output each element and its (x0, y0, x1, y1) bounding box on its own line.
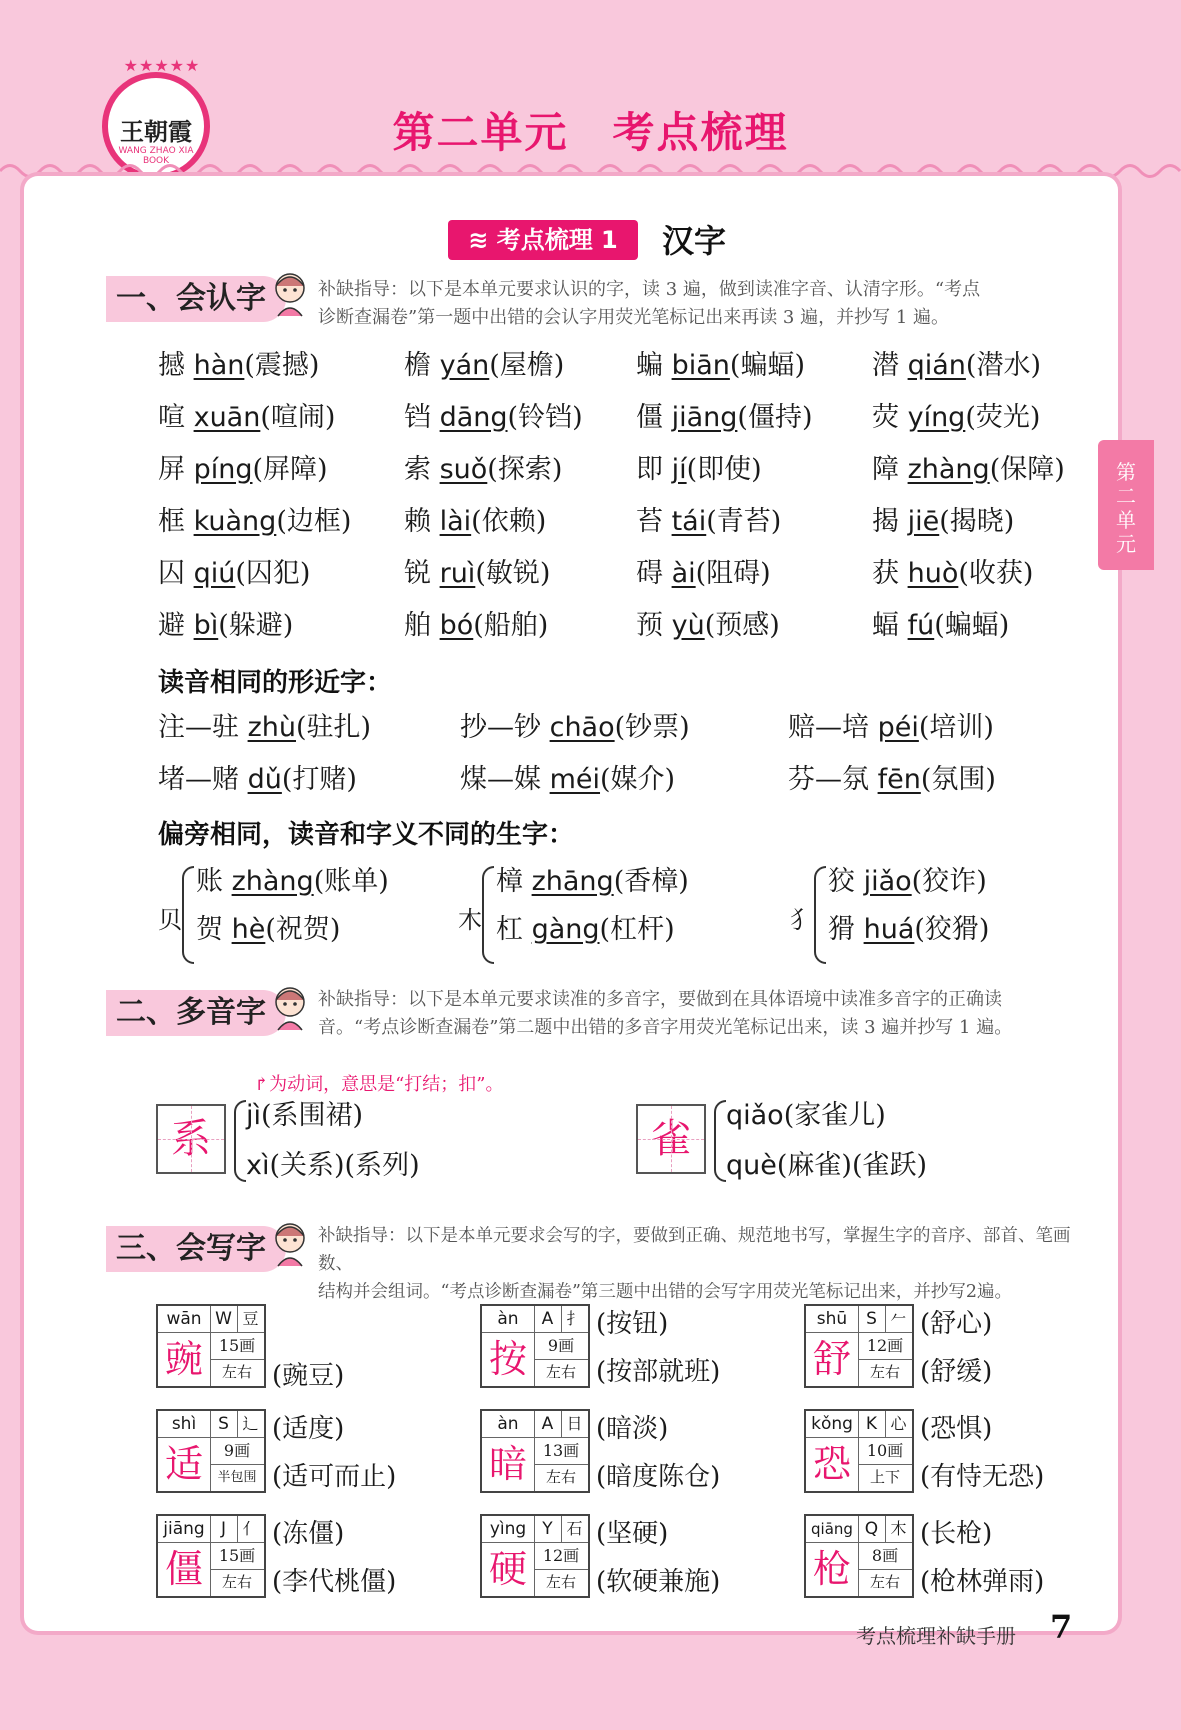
card-word: (按钮) (596, 1309, 669, 1339)
card-initial: W (210, 1306, 238, 1333)
word: (喧闹) (260, 402, 336, 433)
word: (狡猾) (914, 914, 990, 945)
guide-line: 补缺指导：以下是本单元要求认识的字，读 3 遍，做到读准字音、认清字形。“考点 (318, 279, 981, 300)
pinyin: méi (549, 764, 601, 795)
char: 囚 (158, 558, 185, 589)
pinyin: zhàng (907, 454, 990, 485)
guide-line: 结构并会组词。“考点诊断查漏卷”第三题中出错的会写字用荧光笔标记出来，并抄写2遍。 (318, 1282, 1013, 1302)
side-tab-char: 单 (1116, 508, 1136, 532)
pinyin: zhāng (531, 866, 614, 897)
word: (阻碍) (695, 558, 771, 589)
card-radical: 石 (561, 1516, 588, 1543)
guide-text (318, 276, 1108, 332)
card-words (596, 1300, 720, 1396)
card-char: 枪 (806, 1542, 859, 1596)
card-radical: 日 (561, 1411, 588, 1438)
char: 获 (872, 558, 899, 589)
pinyin: qiú (193, 558, 236, 589)
pinyin: péi (877, 712, 919, 743)
card-words (920, 1405, 1044, 1501)
card-strokes: 15画 (210, 1332, 264, 1360)
char: 樟 (496, 866, 523, 897)
brace (482, 866, 494, 964)
subheading: 读音相同的形近字： (158, 668, 393, 698)
card-strokes: 13画 (534, 1437, 588, 1465)
card-word: (舒心) (920, 1309, 993, 1339)
char-row (872, 506, 1014, 538)
pinyin: jiē (907, 506, 940, 537)
char-row (404, 558, 550, 590)
card-radical: 木 (885, 1516, 912, 1543)
guide-line: 音。“考点诊断查漏卷”第二题中出错的多音字用荧光笔标记出来，读 3 遍并抄写 1 遍。 (318, 1017, 1013, 1038)
char-row (872, 402, 1040, 434)
polyphone-box: 系 (156, 1104, 226, 1174)
page-title: 第二单元 考点梳理 (392, 108, 789, 157)
char: 碍 (636, 558, 663, 589)
char-row (158, 454, 328, 486)
word: (躲避) (218, 610, 294, 641)
card-char: 恐 (806, 1437, 859, 1491)
similar-row (788, 712, 994, 744)
card-strokes: 12画 (858, 1332, 912, 1360)
writing-card (804, 1304, 914, 1388)
subheading: 偏旁相同，读音和字义不同的生字： (158, 820, 575, 850)
char: 锐 (404, 558, 431, 589)
pinyin: yù (671, 610, 705, 641)
char-row (636, 506, 781, 538)
section-badge: ≋ 考点梳理 1 (448, 220, 638, 260)
card-initial: S (210, 1411, 238, 1438)
word: (揭晓) (939, 506, 1015, 537)
word: (青苔) (706, 506, 782, 537)
word: (驻扎) (296, 712, 372, 743)
pinyin: xì (246, 1150, 270, 1181)
char: 猾 (828, 914, 855, 945)
word: (氛围) (920, 764, 996, 795)
word: (账单) (313, 866, 389, 897)
girl-mascot-icon (270, 270, 310, 318)
similar-row (460, 764, 675, 796)
card-radical: 心 (885, 1411, 912, 1438)
char-row (158, 350, 319, 382)
guide-text (318, 986, 1108, 1042)
word: (荧光) (965, 402, 1041, 433)
radical-item (196, 914, 340, 946)
word: (家雀儿) (783, 1100, 886, 1131)
pinyin: fú (907, 610, 935, 641)
word: (系围裙) (261, 1100, 364, 1131)
card-structure: 左右 (869, 1573, 900, 1591)
category-heading: 一、会认字 (106, 276, 286, 322)
card-pinyin: shū (806, 1306, 859, 1333)
char-row (404, 350, 564, 382)
reading (726, 1150, 927, 1182)
pinyin: huò (907, 558, 959, 589)
word: (潜水) (965, 350, 1041, 381)
note-text: 为动词，意思是“打结；扣”。 (269, 1074, 504, 1095)
card-pinyin: àn (482, 1411, 535, 1438)
char-row (872, 454, 1065, 486)
char: 避 (158, 610, 185, 641)
unit-side-tab[interactable] (1098, 440, 1154, 570)
brace (234, 1100, 246, 1182)
radical-label: 木 (458, 906, 482, 934)
char: 赔—培 (788, 712, 869, 743)
similar-row (158, 712, 371, 744)
card-words (272, 1304, 344, 1400)
card-strokes: 10画 (858, 1437, 912, 1465)
card-word: (暗淡) (596, 1414, 669, 1444)
word: (即使) (686, 454, 762, 485)
word: (祝贺) (265, 914, 341, 945)
reading (246, 1100, 363, 1132)
card-words (920, 1300, 992, 1396)
card-structure: 左右 (221, 1363, 252, 1381)
card-word: (按部就班) (596, 1357, 721, 1387)
pinyin: píng (193, 454, 253, 485)
girl-mascot-icon (270, 1220, 310, 1268)
pinyin: kuàng (193, 506, 277, 537)
brace (814, 866, 826, 964)
logo-ring-text: WANG ZHAO XIA BOOK (118, 146, 194, 166)
word: (媒介) (600, 764, 676, 795)
writing-card (156, 1304, 266, 1388)
card-strokes: 8画 (858, 1542, 912, 1570)
word: (探索) (487, 454, 563, 485)
card-word: (李代桃僵) (272, 1567, 397, 1597)
similar-row (788, 764, 996, 796)
pinyin: jí (671, 454, 687, 485)
char: 铛 (404, 402, 431, 433)
card-initial: J (210, 1516, 238, 1543)
card-structure: 上下 (869, 1468, 900, 1486)
word: (打赌) (281, 764, 357, 795)
card-strokes: 9画 (210, 1437, 264, 1465)
pinyin: bó (439, 610, 474, 641)
char: 蝙 (636, 350, 663, 381)
writing-card (804, 1409, 914, 1493)
char-row (636, 402, 812, 434)
card-structure: 左右 (545, 1363, 576, 1381)
pinyin: suǒ (439, 454, 488, 485)
card-pinyin: jiāng (158, 1516, 211, 1543)
card-word: (软硬兼施) (596, 1567, 721, 1597)
writing-card (480, 1514, 590, 1598)
word: (钞票) (614, 712, 690, 743)
pinyin: bì (193, 610, 219, 641)
pinyin: zhàng (231, 866, 314, 897)
word: (关系)(系列) (269, 1150, 420, 1181)
card-pinyin: shì (158, 1411, 211, 1438)
char-row (158, 506, 351, 538)
card-char: 舒 (806, 1332, 859, 1386)
char-row (636, 350, 805, 382)
word: (麻雀)(雀跃) (776, 1150, 928, 1181)
logo-stars: ★★★★★ (123, 56, 201, 75)
card-word: (适度) (272, 1414, 345, 1444)
word: (屋檐) (489, 350, 565, 381)
card-char: 豌 (158, 1332, 211, 1386)
word: (僵持) (737, 402, 813, 433)
pinyin: jiǎo (863, 866, 912, 897)
radical-label: 犭 (790, 906, 814, 934)
word: (敏锐) (475, 558, 551, 589)
card-char: 暗 (482, 1437, 535, 1491)
char-row (872, 558, 1033, 590)
char: 芬—氛 (788, 764, 869, 795)
word: (杠杆) (599, 914, 675, 945)
word: (船舶) (473, 610, 549, 641)
polyphone-box: 雀 (636, 1104, 706, 1174)
word: (蝙蝠) (934, 610, 1010, 641)
char: 障 (872, 454, 899, 485)
pinyin: yán (439, 350, 490, 381)
card-radical: 扌 (561, 1306, 588, 1333)
similar-row (460, 712, 690, 744)
char: 杠 (496, 914, 523, 945)
guide-line: 补缺指导：以下是本单元要求读准的多音字，要做到在具体语境中读准多音字的正确读 (318, 989, 1002, 1010)
card-initial: Q (858, 1516, 886, 1543)
char: 煤—媒 (460, 764, 541, 795)
card-radical: 亻 (237, 1516, 264, 1543)
radical-item (496, 914, 675, 946)
logo-brand: 王朝霞 (120, 117, 192, 146)
char-row (404, 454, 562, 486)
word: (狡诈) (911, 866, 987, 897)
writing-card (804, 1514, 914, 1598)
card-word: (恐惧) (920, 1414, 993, 1444)
word: (保障) (989, 454, 1065, 485)
char: 揭 (872, 506, 899, 537)
card-initial: Y (534, 1516, 562, 1543)
pinyin: chāo (549, 712, 615, 743)
pinyin: yíng (907, 402, 966, 433)
card-pinyin: wān (158, 1306, 211, 1333)
card-initial: S (858, 1306, 886, 1333)
radical-label: 贝 (158, 906, 182, 934)
category-heading: 三、会写字 (106, 1226, 286, 1272)
word: (边框) (276, 506, 352, 537)
card-word: (坚硬) (596, 1519, 669, 1549)
pinyin: tái (671, 506, 707, 537)
radical-item (496, 866, 689, 898)
radical-item (828, 914, 989, 946)
card-word: (有恃无恐) (920, 1462, 1045, 1492)
pinyin: lài (439, 506, 472, 537)
char: 蝠 (872, 610, 899, 641)
card-words (272, 1405, 396, 1501)
card-initial: A (534, 1411, 562, 1438)
card-word: (暗度陈仓) (596, 1462, 721, 1492)
pinyin: jì (246, 1100, 262, 1131)
char: 贺 (196, 914, 223, 945)
page-number: 7 (1050, 1608, 1073, 1646)
card-char: 僵 (158, 1542, 211, 1596)
pinyin: zhù (247, 712, 296, 743)
word: (蝙蝠) (729, 350, 805, 381)
card-char: 按 (482, 1332, 535, 1386)
writing-card (480, 1304, 590, 1388)
word: (震撼) (244, 350, 320, 381)
char: 抄—钞 (460, 712, 541, 743)
pinyin: fēn (877, 764, 921, 795)
reading (246, 1150, 420, 1182)
pinyin: jiāng (671, 402, 738, 433)
char: 预 (636, 610, 663, 641)
char: 注—驻 (158, 712, 239, 743)
card-words (596, 1405, 720, 1501)
card-words (596, 1510, 720, 1606)
card-pinyin: yìng (482, 1516, 535, 1543)
char-row (636, 610, 780, 642)
card-structure: 左右 (545, 1468, 576, 1486)
char: 框 (158, 506, 185, 537)
char-row (158, 610, 293, 642)
word: (预感) (704, 610, 780, 641)
pinyin: dāng (439, 402, 508, 433)
char-row (158, 402, 335, 434)
word: (囚犯) (235, 558, 311, 589)
char: 狡 (828, 866, 855, 897)
word: (铃铛) (507, 402, 583, 433)
char-row (404, 402, 583, 434)
card-radical: 辶 (237, 1411, 264, 1438)
char-row (636, 454, 762, 486)
card-structure: 左右 (869, 1363, 900, 1381)
pinyin: hè (231, 914, 266, 945)
footer-book-title: 考点梳理补缺手册 (856, 1624, 1016, 1648)
card-word: (舒缓) (920, 1357, 993, 1387)
char: 僵 (636, 402, 663, 433)
side-tab-char: 第 (1116, 460, 1136, 484)
card-pinyin: qiāng (806, 1516, 859, 1543)
card-initial: K (858, 1411, 886, 1438)
pinyin: gàng (531, 914, 600, 945)
guide-line: 补缺指导：以下是本单元要求会写的字，要做到正确、规范地书写，掌握生字的音序、部首、笔画数、 (318, 1226, 1071, 1274)
char: 苔 (636, 506, 663, 537)
char-row (872, 350, 1041, 382)
char: 屏 (158, 454, 185, 485)
writing-card (156, 1409, 266, 1493)
char-row (158, 558, 310, 590)
card-pinyin: àn (482, 1306, 535, 1333)
card-radical: 豆 (237, 1306, 264, 1333)
card-char: 适 (158, 1437, 211, 1491)
char: 潜 (872, 350, 899, 381)
word: (屏障) (252, 454, 328, 485)
char-row (404, 506, 546, 538)
pinyin: qián (907, 350, 966, 381)
char: 赖 (404, 506, 431, 537)
char: 喧 (158, 402, 185, 433)
card-strokes: 9画 (534, 1332, 588, 1360)
card-pinyin: kǒng (806, 1411, 859, 1438)
char: 撼 (158, 350, 185, 381)
card-word: (豌豆) (272, 1361, 345, 1391)
card-structure: 左右 (545, 1573, 576, 1591)
brace (714, 1100, 726, 1182)
card-strokes: 15画 (210, 1542, 264, 1570)
pinyin: biān (671, 350, 730, 381)
pinyin: qiǎo (726, 1100, 784, 1131)
card-radical: 𠂉 (885, 1306, 912, 1333)
char: 檐 (404, 350, 431, 381)
annotation-note: ↱为动词，意思是“打结；扣”。 (254, 1074, 504, 1095)
radical-item (828, 866, 987, 898)
pinyin: què (726, 1150, 777, 1181)
guide-text (318, 1222, 1078, 1306)
char-row (636, 558, 771, 590)
char-row (404, 610, 548, 642)
similar-row (158, 764, 357, 796)
card-structure: 左右 (221, 1573, 252, 1591)
word: (香樟) (613, 866, 689, 897)
section-title: 汉字 (662, 222, 727, 260)
card-word: (长枪) (920, 1519, 993, 1549)
pinyin: ruì (439, 558, 476, 589)
card-initial: A (534, 1306, 562, 1333)
card-word: (适可而止) (272, 1462, 397, 1492)
word: (依赖) (471, 506, 547, 537)
guide-line: 诊断查漏卷”第一题中出错的会认字用荧光笔标记出来再读 3 遍，并抄写 1 遍。 (318, 307, 949, 328)
category-heading: 二、多音字 (106, 990, 286, 1036)
word: (收获) (958, 558, 1034, 589)
pinyin: huá (863, 914, 915, 945)
pinyin: xuān (193, 402, 261, 433)
radical-item (196, 866, 389, 898)
card-char: 硬 (482, 1542, 535, 1596)
card-words (920, 1510, 1044, 1606)
card-words (272, 1510, 396, 1606)
word: (培训) (918, 712, 994, 743)
card-word: (枪林弹雨) (920, 1567, 1045, 1597)
writing-card (480, 1409, 590, 1493)
pinyin: ài (671, 558, 696, 589)
char: 荧 (872, 402, 899, 433)
card-structure: 半包围 (217, 1470, 257, 1485)
pinyin: hàn (193, 350, 245, 381)
side-tab-char: 二 (1116, 484, 1136, 508)
reading (726, 1100, 886, 1132)
pinyin: dǔ (247, 764, 282, 795)
char-row (872, 610, 1009, 642)
char: 索 (404, 454, 431, 485)
girl-mascot-icon (270, 984, 310, 1032)
card-word: (冻僵) (272, 1519, 345, 1549)
char: 即 (636, 454, 663, 485)
char: 账 (196, 866, 223, 897)
side-tab-char: 元 (1116, 532, 1136, 556)
char: 堵—赌 (158, 764, 239, 795)
char: 舶 (404, 610, 431, 641)
brace (182, 866, 194, 964)
card-strokes: 12画 (534, 1542, 588, 1570)
writing-card (156, 1514, 266, 1598)
